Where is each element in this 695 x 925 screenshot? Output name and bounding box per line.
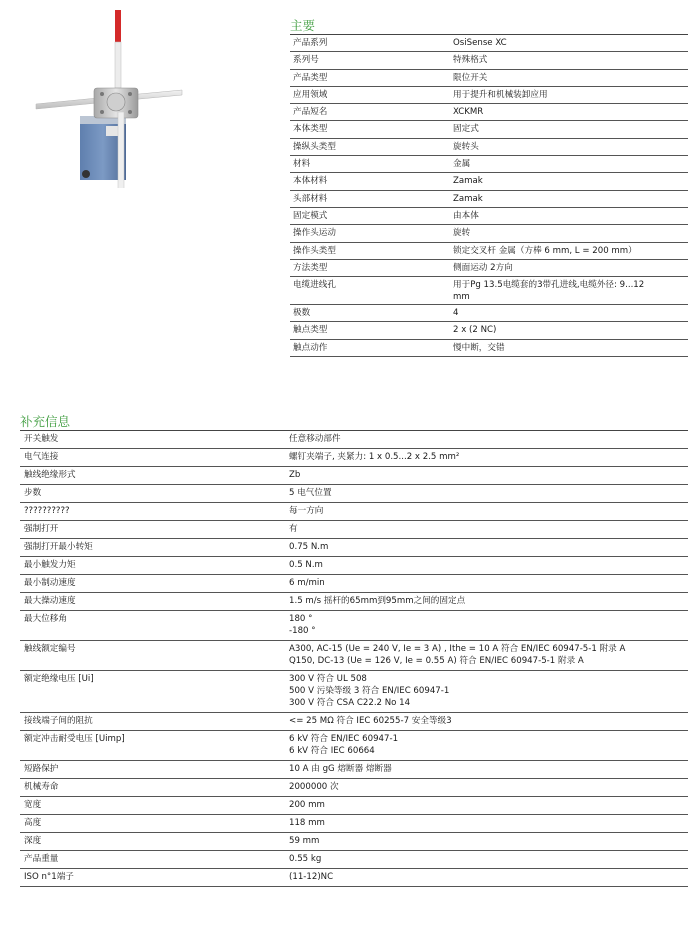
spec-row bbox=[20, 671, 688, 713]
spec-value: 有 bbox=[289, 524, 298, 534]
spec-row bbox=[290, 305, 688, 322]
spec-value: 任意移动部件 bbox=[289, 434, 341, 444]
spec-value: 6 kV 符合 EN/IEC 60947-1 6 kV 符合 IEC 60664 bbox=[289, 734, 399, 756]
spec-value: 300 V 符合 UL 508 500 V 污染等级 3 符合 EN/IEC 60947-1 300 V 符合 CSA C22.2 No 14 bbox=[289, 674, 450, 708]
spec-key: 材料 bbox=[293, 159, 311, 170]
spec-row bbox=[20, 833, 688, 851]
spec-value: 2000000 次 bbox=[289, 782, 339, 792]
spec-row bbox=[290, 242, 688, 259]
spec-key: 最大操动速度 bbox=[24, 596, 76, 606]
spec-key: 触点动作 bbox=[293, 342, 328, 353]
spec-row bbox=[290, 339, 688, 356]
spec-key: 电缆进线孔 bbox=[290, 277, 450, 305]
spec-value: A300, AC-15 (Ue = 240 V, Ie = 3 A) , Ithe = 10 A 符合 EN/IEC 60947-5-1 附录 A Q150, DC-13 (Ue = 126 V, Ie = 0.55 A) 符合 EN/IEC 60947-5-1 附录 A bbox=[289, 644, 626, 666]
spec-value: OsiSense XC bbox=[450, 35, 688, 52]
spec-row bbox=[20, 779, 688, 797]
spec-row bbox=[290, 322, 688, 339]
spec-value: XCKMR bbox=[450, 104, 688, 121]
spec-row bbox=[20, 593, 688, 611]
spec-row bbox=[290, 156, 688, 173]
spec-key: 触线绝缘形式 bbox=[24, 470, 76, 480]
spec-row bbox=[20, 731, 688, 761]
spec-value: 5 电气位置 bbox=[289, 488, 332, 498]
spec-value: 2 x (2 NC) bbox=[450, 322, 688, 339]
spec-key: 额定绝缘电压 [Ui] bbox=[24, 674, 94, 684]
spec-value: 金属 bbox=[453, 159, 471, 170]
spec-key: 应用领域 bbox=[293, 89, 328, 100]
spec-key: 步数 bbox=[24, 488, 42, 498]
spec-row bbox=[290, 225, 688, 242]
spec-row bbox=[290, 52, 688, 69]
spec-key: 操纵头类型 bbox=[290, 138, 450, 155]
spec-value: 1.5 m/s 摇杆的65mm到95mm之间的固定点 bbox=[289, 596, 466, 606]
spec-value: 侧面运动 2方向 bbox=[453, 262, 513, 273]
spec-row bbox=[20, 449, 688, 467]
spec-key: 方法类型 bbox=[293, 262, 328, 273]
spec-row bbox=[290, 104, 688, 121]
spec-row bbox=[20, 521, 688, 539]
spec-row bbox=[20, 557, 688, 575]
spec-key: 产品类型 bbox=[290, 69, 450, 86]
spec-value: 180 ° -180 ° bbox=[289, 614, 316, 636]
spec-key: ?????????? bbox=[24, 506, 70, 516]
spec-key: 操作头类型 bbox=[290, 242, 450, 259]
spec-value: 特殊格式 bbox=[453, 55, 488, 66]
spec-value: 10 A 由 gG 熔断器 熔断器 bbox=[289, 764, 392, 774]
spec-row bbox=[20, 611, 688, 641]
spec-value: Zamak bbox=[453, 193, 483, 204]
spec-row bbox=[290, 207, 688, 224]
spec-value: 旋转 bbox=[453, 228, 471, 239]
spec-value: 由本体 bbox=[450, 207, 688, 224]
spec-row bbox=[20, 797, 688, 815]
supplementary-spec-table bbox=[20, 430, 688, 887]
spec-value: 固定式 bbox=[453, 124, 479, 135]
spec-value: 0.55 kg bbox=[289, 854, 322, 864]
spec-value: 旋转头 bbox=[450, 138, 688, 155]
spec-row bbox=[290, 259, 688, 276]
spec-key: 深度 bbox=[24, 836, 42, 846]
spec-value: 0.75 N.m bbox=[289, 542, 329, 552]
spec-key: 触线额定编号 bbox=[24, 644, 76, 654]
spec-row bbox=[20, 713, 688, 731]
spec-row bbox=[20, 869, 688, 887]
spec-key: 系列号 bbox=[293, 55, 319, 66]
spec-key: 触点类型 bbox=[290, 322, 450, 339]
spec-key: 高度 bbox=[24, 818, 42, 828]
spec-row bbox=[290, 277, 688, 305]
spec-value: 螺钉夹端子, 夹紧力: 1 x 0.5...2 x 2.5 mm² bbox=[289, 452, 460, 462]
spec-key: 接线端子间的阻抗 bbox=[24, 716, 93, 726]
spec-key: 操作头运动 bbox=[293, 228, 336, 239]
spec-key: 机械寿命 bbox=[24, 782, 59, 792]
spec-row bbox=[20, 641, 688, 671]
spec-value: 6 m/min bbox=[289, 578, 325, 588]
spec-key: 宽度 bbox=[24, 800, 42, 810]
spec-key: 产品系列 bbox=[290, 35, 450, 52]
spec-value: Zamak bbox=[450, 173, 688, 190]
spec-row bbox=[20, 575, 688, 593]
main-spec-section bbox=[290, 18, 688, 357]
spec-row bbox=[20, 503, 688, 521]
spec-value: 0.5 N.m bbox=[289, 560, 323, 570]
spec-row bbox=[20, 851, 688, 869]
spec-value: 用于Pg 13.5电缆套的3带孔进线,电缆外径: 9...12 mm bbox=[450, 277, 688, 305]
spec-key: 最小制动速度 bbox=[24, 578, 76, 588]
spec-key: 最大位移角 bbox=[24, 614, 67, 624]
spec-key: 额定冲击耐受电压 [Uimp] bbox=[24, 734, 125, 744]
spec-row bbox=[290, 190, 688, 207]
spec-row bbox=[290, 35, 688, 52]
spec-row bbox=[20, 761, 688, 779]
spec-key: 强制打开 bbox=[24, 524, 59, 534]
spec-key: 产品短名 bbox=[290, 104, 450, 121]
spec-key: 开关触发 bbox=[24, 434, 59, 444]
spec-key: 电气连接 bbox=[24, 452, 59, 462]
spec-key: 固定模式 bbox=[290, 207, 450, 224]
spec-row bbox=[20, 815, 688, 833]
spec-row bbox=[20, 431, 688, 449]
spec-key: 本体材料 bbox=[290, 173, 450, 190]
spec-row bbox=[290, 69, 688, 86]
spec-value: 限位开关 bbox=[450, 69, 688, 86]
spec-row bbox=[290, 86, 688, 103]
spec-value: 锁定交叉杆 金属（方棒 6 mm, L = 200 mm） bbox=[450, 242, 688, 259]
spec-value: 59 mm bbox=[289, 836, 320, 846]
spec-row bbox=[290, 138, 688, 155]
spec-key: 最小触发力矩 bbox=[24, 560, 76, 570]
spec-key: 强制打开最小转矩 bbox=[24, 542, 93, 552]
spec-key: 产品重量 bbox=[24, 854, 59, 864]
spec-value: 用于提升和机械装卸应用 bbox=[453, 89, 548, 100]
main-spec-table bbox=[290, 34, 688, 357]
supplementary-spec-section bbox=[20, 414, 688, 887]
spec-value: (11-12)NC bbox=[289, 872, 334, 882]
spec-row bbox=[290, 173, 688, 190]
spec-key: 短路保护 bbox=[24, 764, 59, 774]
product-image bbox=[22, 8, 192, 188]
spec-key: 本体类型 bbox=[293, 124, 328, 135]
spec-key: ISO n°1端子 bbox=[24, 872, 74, 882]
supplementary-section-title: 补充信息 bbox=[20, 414, 71, 429]
spec-key: 极数 bbox=[293, 308, 311, 319]
spec-value: <= 25 MΩ 符合 IEC 60255-7 安全等级3 bbox=[289, 716, 452, 726]
spec-value: 200 mm bbox=[289, 800, 325, 810]
main-section-title: 主要 bbox=[290, 18, 316, 33]
spec-row bbox=[20, 467, 688, 485]
spec-value: 每一方向 bbox=[289, 506, 324, 516]
spec-row bbox=[20, 485, 688, 503]
spec-key: 头部材料 bbox=[293, 193, 328, 204]
spec-value: Zb bbox=[289, 470, 301, 480]
spec-row bbox=[20, 539, 688, 557]
spec-row bbox=[290, 121, 688, 138]
spec-value: 118 mm bbox=[289, 818, 325, 828]
spec-value: 4 bbox=[453, 308, 459, 319]
spec-value: 慢中断，交错 bbox=[453, 342, 505, 353]
